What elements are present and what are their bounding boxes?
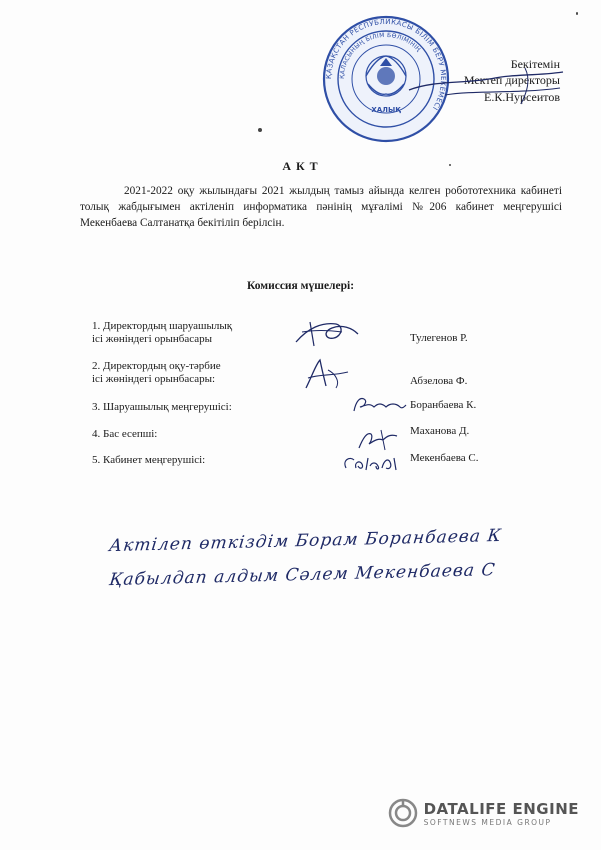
member-name-1: Тулегенов Р. bbox=[410, 332, 468, 344]
member-role-line: ісі жөніндегі орынбасары bbox=[92, 333, 213, 345]
member-role-1 bbox=[92, 320, 232, 346]
seal-inner-text: ҚАЛАСЫНЫҢ БІЛІМ БӨЛІМІНІҢ bbox=[338, 31, 422, 80]
member-role-5: 5. Кабинет меңгерушісі: bbox=[92, 454, 206, 466]
approval-line-2: Мектеп директоры bbox=[463, 73, 560, 87]
signature-tulegenov-icon bbox=[292, 316, 362, 352]
document-title: А К Т bbox=[282, 159, 319, 173]
watermark-tagline: SOFTNEWS MEDIA GROUP bbox=[423, 817, 552, 827]
director-signature-icon bbox=[405, 60, 565, 110]
member-name-5: Мекенбаева С. bbox=[410, 452, 479, 464]
act-paragraph-text: 2021-2022 оқу жылындағы 2021 жылдың тамыз айында келген робототехника кабинеті толық жабдығымен актіленіп информатика пәнінің мұғалімі №206 кабинет меңгерушісі Мекенбаева Салтанатқа бекітіліп берілсін. bbox=[80, 185, 562, 229]
member-name-4: Маханова Д. bbox=[410, 425, 470, 437]
member-name-2: Абзелова Ф. bbox=[410, 375, 468, 387]
watermark bbox=[388, 798, 579, 828]
signature-mekenbaeva-icon bbox=[340, 452, 406, 476]
speck bbox=[576, 12, 578, 15]
handwritten-note-1: Актілеп өткіздім Борам Боранбаева К bbox=[108, 525, 503, 557]
member-role-line: 2. Директордың оқу-тәрбие bbox=[92, 360, 221, 372]
signature-makhanova-icon bbox=[355, 426, 401, 452]
member-role-3: 3. Шаруашылық меңгерушісі: bbox=[92, 401, 232, 413]
commission-heading: Комиссия мүшелері: bbox=[246, 280, 355, 292]
seal-center-text: ХАЛЫҚ bbox=[371, 106, 401, 114]
member-role-2 bbox=[92, 360, 221, 386]
signature-boranbaeva-icon bbox=[350, 393, 408, 417]
member-name-3: Боранбаева К. bbox=[410, 399, 477, 411]
member-role-4: 4. Бас есепші: bbox=[92, 428, 158, 440]
approval-line-3: Е.К.Нурсеитов bbox=[484, 90, 560, 104]
act-paragraph bbox=[80, 183, 562, 231]
member-role-line: 1. Директордың шаруашылық bbox=[92, 320, 233, 332]
seal-outer-text: ҚАЗАҚСТАН РЕСПУБЛИКАСЫ БІЛІМ БЕРУ МЕКЕМЕСІ bbox=[324, 17, 448, 112]
watermark-brand: DATALIFE ENGINE bbox=[423, 799, 579, 818]
datalife-logo-icon bbox=[388, 798, 418, 828]
speck bbox=[258, 128, 262, 132]
member-role-line: ісі жөніндегі орынбасары: bbox=[92, 373, 216, 385]
signature-abzelova-icon bbox=[298, 356, 354, 392]
handwritten-note-2: Қабылдап алдым Сәлем Мекенбаева С bbox=[108, 560, 497, 591]
approval-line-1: Бекітемін bbox=[510, 57, 560, 71]
